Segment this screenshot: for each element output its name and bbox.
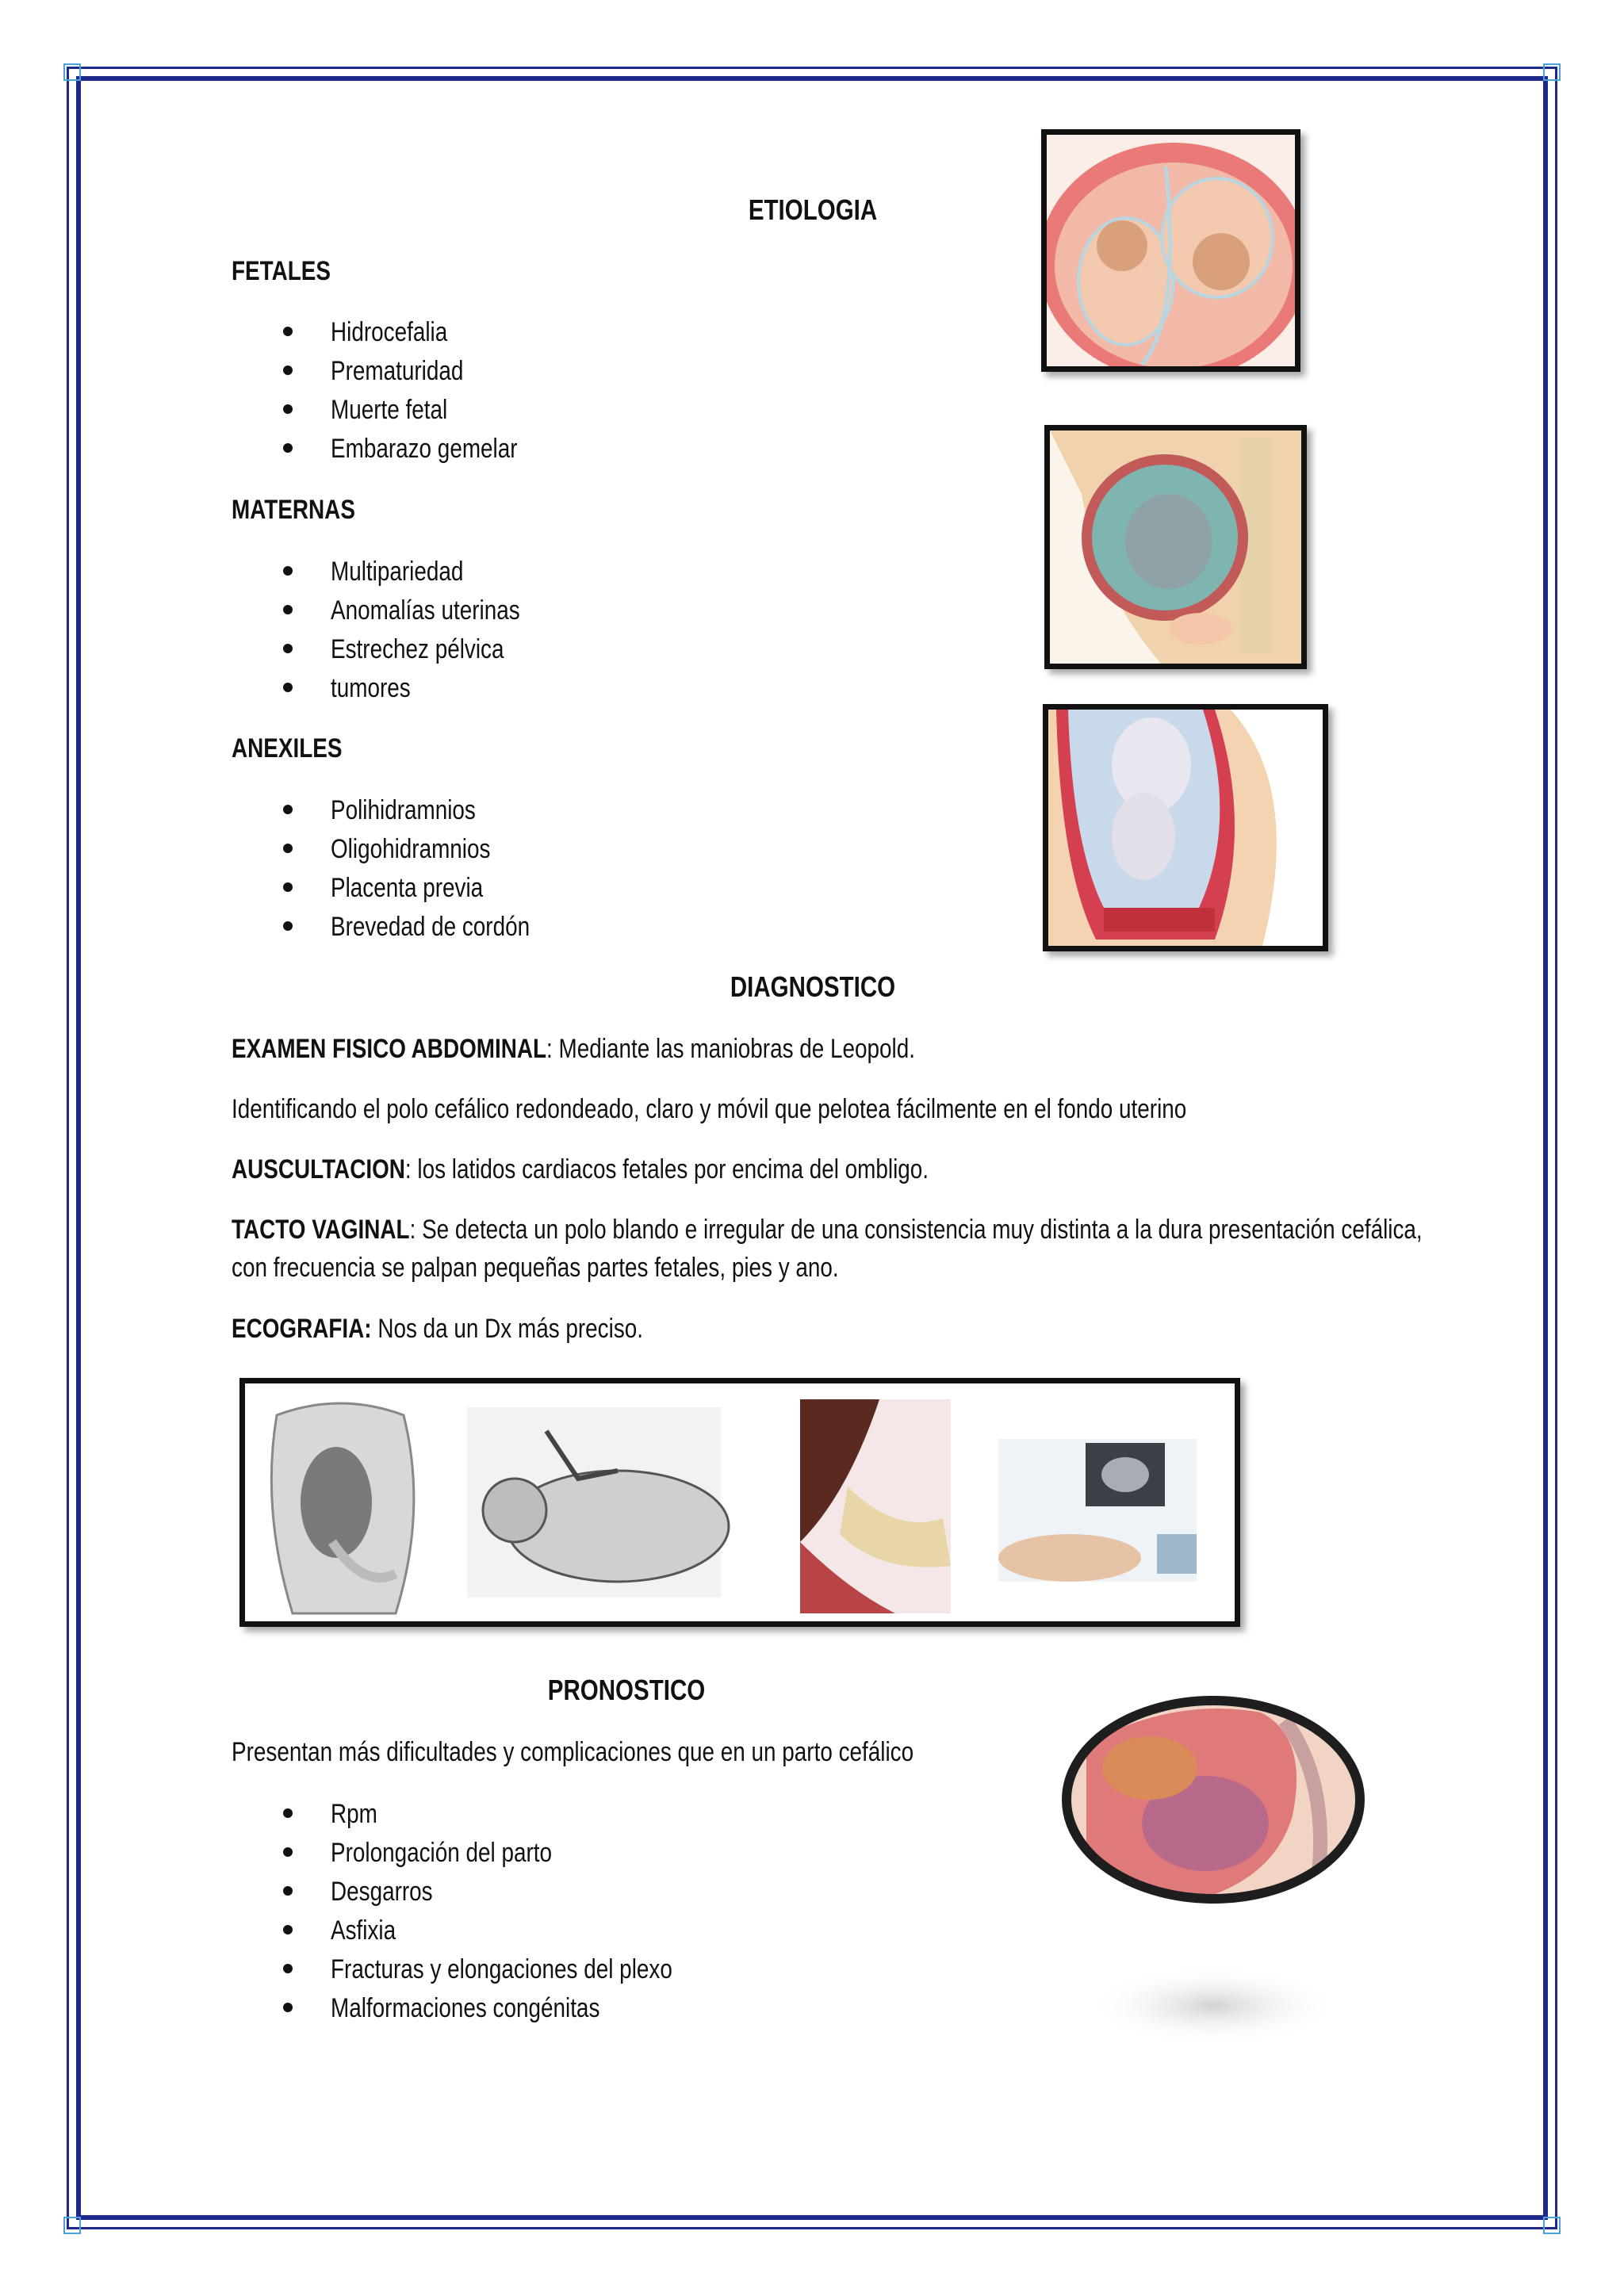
bullet-icon (283, 1808, 293, 1818)
auscultacion-text: : los latidos cardiacos fetales por encima del ombligo. (404, 1154, 929, 1184)
bullet-icon (283, 683, 293, 692)
bullet-icon (283, 644, 293, 653)
auscultacion-label: AUSCULTACION (232, 1154, 405, 1184)
twins-uterus-illustration (1041, 129, 1300, 372)
ecografia-paragraph (232, 1310, 733, 1348)
bullet-icon (283, 1964, 293, 1973)
bullet-icon (283, 1925, 293, 1934)
anexiles-heading: ANEXILES (232, 733, 343, 763)
pronostico-intro: Presentan más dificultades y complicaciones que en un parto cefálico (232, 1737, 914, 1767)
bullet-icon (283, 566, 293, 576)
examen-label: EXAMEN FISICO ABDOMINAL (232, 1034, 547, 1064)
breech-fetus-illustration (1043, 704, 1328, 951)
fetales-heading: FETALES (232, 256, 331, 286)
vaginal-exam-illustration (800, 1399, 951, 1613)
bullet-icon (283, 921, 293, 931)
corner-mark (1543, 63, 1561, 81)
examen-paragraph (232, 1030, 1065, 1068)
bullet-icon (283, 327, 293, 336)
tacto-text-2: con frecuencia se palpan pequeñas partes fetales, pies y ano. (232, 1253, 839, 1283)
examen-text: : Mediante las maniobras de Leopold. (546, 1034, 915, 1064)
bullet-icon (283, 404, 293, 414)
etiologia-title: ETIOLOGIA (748, 193, 878, 226)
bullet-icon (283, 2003, 293, 2012)
diagnosis-strip-illustrations (239, 1378, 1240, 1627)
pelvic-cross-section-illustration (1055, 1689, 1372, 1942)
pronostico-title: PRONOSTICO (547, 1674, 706, 1706)
bullet-icon (283, 1847, 293, 1857)
ecografia-text: Nos da un Dx más preciso. (371, 1314, 644, 1344)
identificando-paragraph (232, 1090, 1396, 1128)
bullet-icon (283, 443, 293, 453)
ecografia-label: ECOGRAFIA: (232, 1314, 372, 1344)
bullet-icon (283, 882, 293, 892)
bullet-icon (283, 1886, 293, 1896)
ultrasound-photo (998, 1439, 1197, 1582)
bullet-icon (283, 805, 293, 814)
tacto-paragraph (232, 1211, 1624, 1287)
corner-mark (1543, 2217, 1561, 2234)
corner-mark (63, 63, 81, 81)
sagittal-pregnancy-illustration (1044, 425, 1307, 669)
auscultacion-paragraph (232, 1150, 1082, 1188)
diagnostico-title: DIAGNOSTICO (730, 970, 896, 1003)
palpation-illustration (467, 1407, 729, 1598)
maternas-heading: MATERNAS (232, 495, 355, 525)
bullet-icon (283, 605, 293, 614)
bullet-icon (283, 844, 293, 853)
tacto-label: TACTO VAGINAL (232, 1215, 410, 1245)
identificando-text: Identificando el polo cefálico redondeado, claro y móvil que pelotea fácilmente en el fondo uterino (232, 1094, 1187, 1124)
bullet-icon (283, 365, 293, 375)
corner-mark (63, 2217, 81, 2234)
tacto-text-1: : Se detecta un polo blando e irregular de una consistencia muy distinta a la dura presentación cefálica, (409, 1215, 1423, 1245)
leopold-illustration (271, 1403, 414, 1613)
